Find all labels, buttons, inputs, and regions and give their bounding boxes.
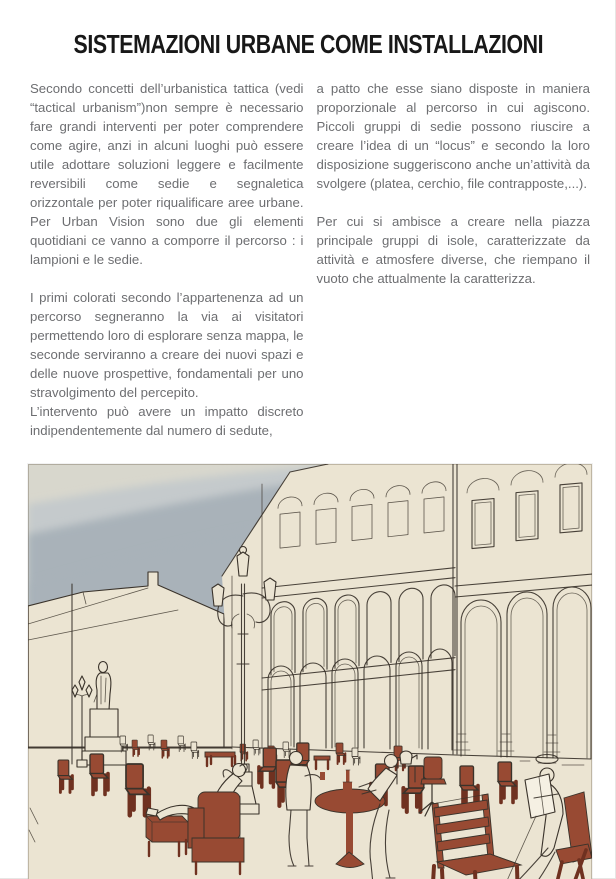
right-column (317, 79, 591, 288)
left-column (30, 79, 304, 440)
title-block (0, 0, 616, 57)
paragraph: a patto che esse siano disposte in maniera proporzionale al percorso in cui agiscono. Piccoli gruppi di sedie possono riuscire a creare l’idea di un “locus” e secondo la loro disposizione suggeriscono anche un’attività da svolgere (platea, cerchio, file contrapposte,...). (316, 81, 590, 191)
paragraph: Per cui si ambisce a creare nella piazza principale gruppi di isole, caratterizzate da attività e atmosfere diverse, che riempano il vuoto che attualmente la caratterizza. (316, 214, 590, 286)
paragraph: I primi colorati secondo l’appartenenza ad un percorso segneranno la via ai visitatori permettendo loro di esplorare senza mappa, le seconde serviranno a creare dei nuovi spazi e delle nuove prospettive, fondamentali per uno stravolgimento del percepito. (30, 290, 304, 400)
piazza-drawing (28, 464, 592, 879)
paragraph: L’intervento può avere un impatto discreto indipendentemente dal numero di sedute, (30, 404, 304, 438)
article-columns (0, 79, 616, 440)
paragraph: Secondo concetti dell’urbanistica tattica (vedi “tactical urbanism”)non sempre è necessario fare grandi interventi per poter comprendere come agire, anzi in alcuni luoghi può essere utile adottare soluzioni leggere e facilmente reversibili come sedie e segnaletica orizzontale per poter riqualificare aree urbane. Per Urban Vision sono due gli elementi quotidiani ce vanno a comporre il percorso : i lampioni e le sedie. (30, 81, 304, 267)
piazza-illustration (28, 464, 592, 879)
page-title: SISTEMAZIONI URBANE COME INSTALLAZIONI (73, 29, 543, 59)
